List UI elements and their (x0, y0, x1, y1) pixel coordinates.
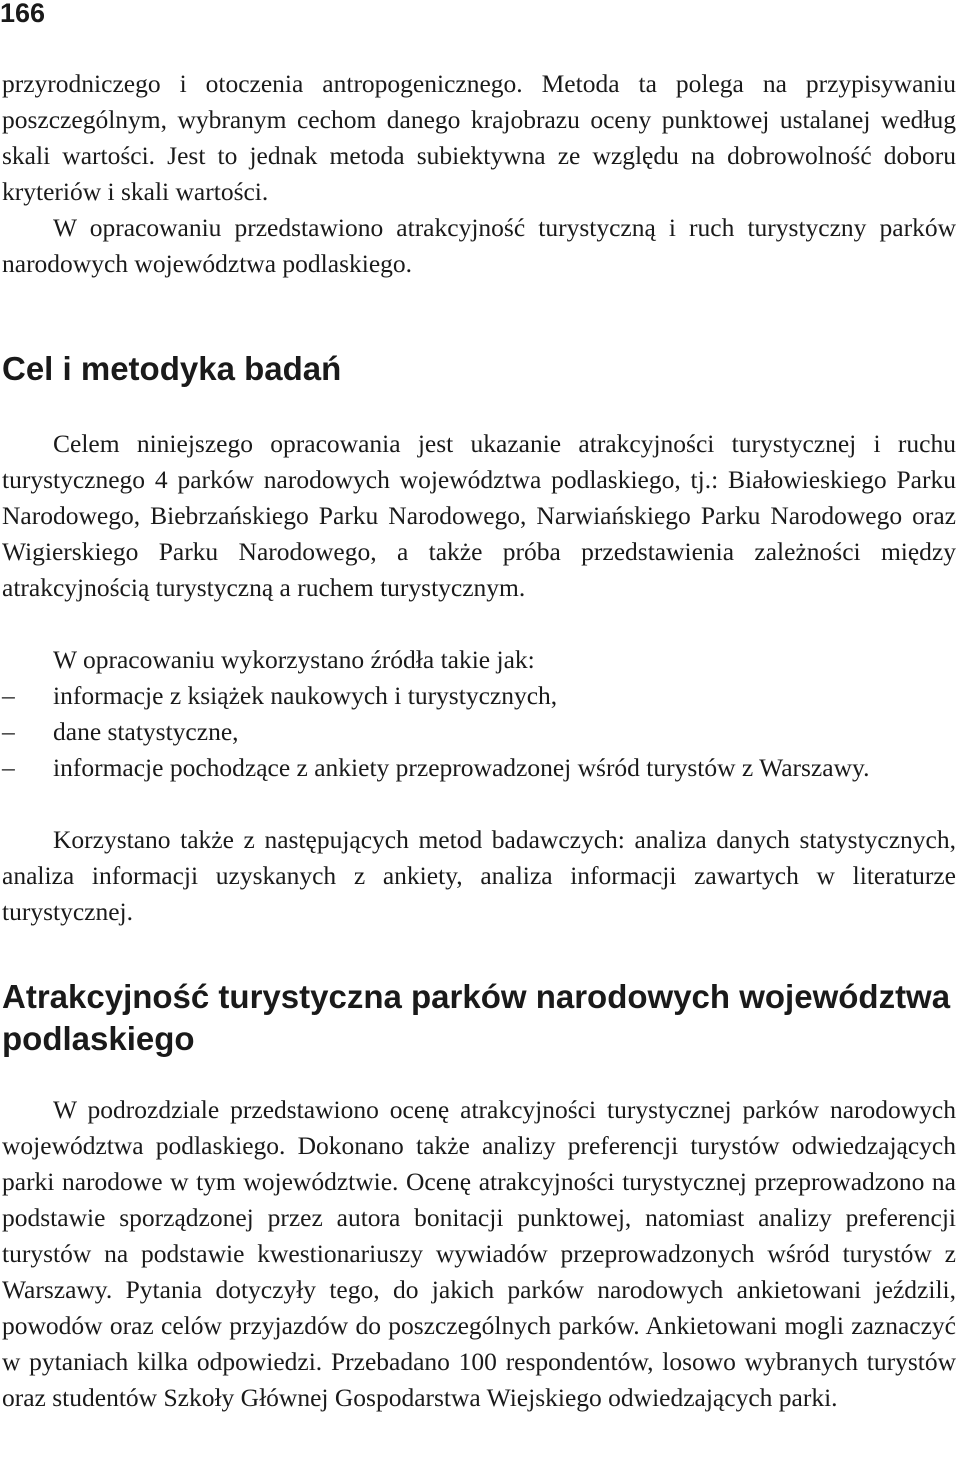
section-2-paragraph: W podrozdziale przedstawiono ocenę atrakcyjności turystycznej parków narodowych województwa podlaskiego. Dokonano także analizy preferencji turystów odwiedzających parki narodowe w tym województwie. Ocenę atrakcyjności turystycznej przeprowadzono na podstawie sporządzonej przez autora bonitacji punktowej, natomiast analizy preferencji turystów na podstawie kwestionariuszy wywiadów przeprowadzonych wśród turystów z Warszawy. Pytania dotyczyły tego, do jakich parków narodowych ankietowani jeździli, powodów oraz celów przyjazdów do poszczególnych parków. Ankietowani mogli zaznaczyć w pytaniach kilka odpowiedzi. Przebadano 100 respondentów, losowo wybranych turystów oraz studentów Szkoły Głównej Gospodarstwa Wiejskiego odwiedzających parki. (2, 1095, 956, 1412)
list-item (2, 678, 956, 714)
bullet-dash: – (2, 681, 15, 710)
intro-paragraph-continued: przyrodniczego i otoczenia antropogenicznego. Metoda ta polega na przypisywaniu poszczególnym, wybranym cechom danego krajobrazu oceny punktowej ustalanej według skali wartości. Jest to jednak metoda subiektywna ze względu na dobrowolność doboru kryteriów i skali wartości. (2, 69, 956, 206)
section-1-paragraph-goal: Celem niniejszego opracowania jest ukazanie atrakcyjności turystycznej i ruchu turystycznego 4 parków narodowych województwa podlaskiego, tj.: Białowieskiego Parku Narodowego, Biebrzańskiego Parku Narodowego, Narwiańskiego Parku Narodowego oraz Wigierskiego Parku Narodowego, a także próba przedstawienia zależności między atrakcyjnością turystyczną a ruchem turystycznym. (2, 429, 956, 602)
list-item-text: dane statystyczne, (53, 717, 239, 746)
page-number: 166 (0, 0, 46, 28)
section-1-paragraph-sources-intro: W opracowaniu wykorzystano źródła takie jak: (53, 645, 535, 674)
section-heading-attractiveness: Atrakcyjność turystyczna parków narodowych województwa podlaskiego (2, 978, 951, 1057)
bullet-dash: – (2, 717, 15, 746)
bullet-dash: – (2, 753, 15, 782)
list-item (2, 714, 956, 750)
sources-list (2, 678, 956, 786)
intro-paragraph: W opracowaniu przedstawiono atrakcyjność turystyczną i ruch turystyczny parków narodowych województwa podlaskiego. (2, 213, 956, 278)
list-item-text: informacje z książek naukowych i turystycznych, (53, 681, 558, 710)
list-item-text: informacje pochodzące z ankiety przeprowadzonej wśród turystów z Warszawy. (53, 753, 870, 782)
section-heading-goal-and-methodology: Cel i metodyka badań (2, 350, 342, 387)
section-1-paragraph-methods: Korzystano także z następujących metod badawczych: analiza danych statystycznych, analiza informacji uzyskanych z ankiety, analiza informacji zawartych w literaturze turystycznej. (2, 825, 956, 926)
list-item (2, 750, 956, 786)
